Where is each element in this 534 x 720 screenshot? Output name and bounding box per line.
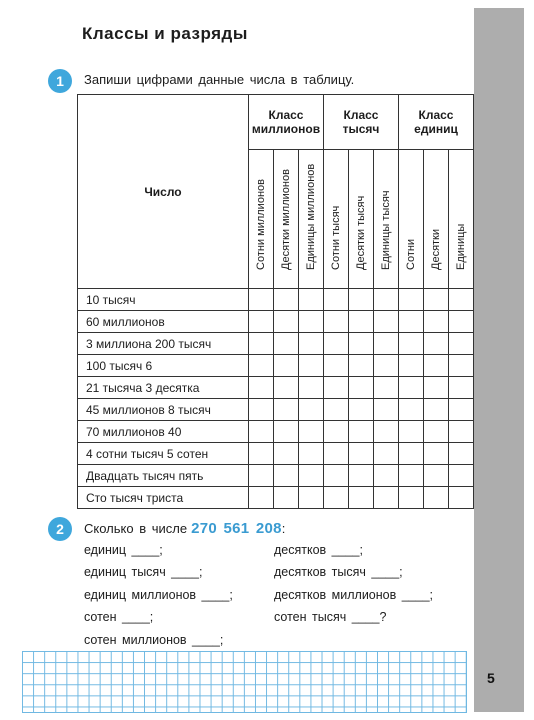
task-2-question-text: Сколько в числе — [84, 521, 188, 536]
task-1-badge: 1 — [48, 69, 72, 93]
answer-cell[interactable] — [299, 421, 324, 443]
answer-cell[interactable] — [249, 465, 274, 487]
answer-cell[interactable] — [249, 443, 274, 465]
answer-cell[interactable] — [349, 311, 374, 333]
answer-cell[interactable] — [374, 443, 399, 465]
place-value-table — [77, 94, 474, 509]
row-number-label: 60 миллионов — [78, 311, 249, 333]
answer-cell[interactable] — [274, 443, 299, 465]
answer-cell[interactable] — [424, 355, 449, 377]
answer-cell[interactable] — [349, 355, 374, 377]
answer-cell[interactable] — [274, 399, 299, 421]
answer-cell[interactable] — [449, 421, 474, 443]
answer-cell[interactable] — [349, 289, 374, 311]
answer-cell[interactable] — [324, 465, 349, 487]
task-2-question — [84, 520, 285, 537]
row-number-label: Двадцать тысяч пять — [78, 465, 249, 487]
answer-cell[interactable] — [374, 487, 399, 509]
table-row — [78, 443, 474, 465]
rank-header: Сотни миллионов — [249, 150, 274, 289]
answer-cell[interactable] — [274, 289, 299, 311]
answer-cell[interactable] — [324, 443, 349, 465]
answer-cell[interactable] — [249, 311, 274, 333]
answer-cell[interactable] — [399, 487, 424, 509]
answer-cell[interactable] — [249, 355, 274, 377]
row-number-label: 4 сотни тысяч 5 сотен — [78, 443, 249, 465]
question-item[interactable]: сотен миллионов ____; — [84, 633, 224, 647]
answer-cell[interactable] — [274, 465, 299, 487]
answer-cell[interactable] — [324, 377, 349, 399]
table-row — [78, 311, 474, 333]
rank-header: Единицы — [449, 150, 474, 289]
table-row — [78, 421, 474, 443]
answer-cell[interactable] — [249, 487, 274, 509]
answer-cell[interactable] — [299, 443, 324, 465]
answer-cell[interactable] — [349, 465, 374, 487]
answer-cell[interactable] — [374, 465, 399, 487]
answer-cell[interactable] — [249, 289, 274, 311]
answer-cell[interactable] — [324, 333, 349, 355]
task-2-badge: 2 — [48, 517, 72, 541]
table-row — [78, 399, 474, 421]
question-item[interactable]: единиц тысяч ____; — [84, 565, 203, 579]
rank-header: Десятки — [424, 150, 449, 289]
answer-cell[interactable] — [249, 399, 274, 421]
answer-cell[interactable] — [424, 465, 449, 487]
answer-cell[interactable] — [274, 355, 299, 377]
answer-cell[interactable] — [399, 311, 424, 333]
row-number-label: 100 тысяч 6 — [78, 355, 249, 377]
table-row — [78, 333, 474, 355]
answer-cell[interactable] — [449, 399, 474, 421]
answer-cell[interactable] — [424, 399, 449, 421]
answer-cell[interactable] — [349, 377, 374, 399]
answer-cell[interactable] — [399, 333, 424, 355]
answer-cell[interactable] — [449, 355, 474, 377]
graph-paper-area[interactable] — [22, 651, 467, 713]
question-item[interactable]: сотен тысяч ____? — [274, 610, 387, 624]
answer-cell[interactable] — [449, 487, 474, 509]
answer-cell[interactable] — [299, 333, 324, 355]
answer-cell[interactable] — [374, 289, 399, 311]
task-2-colon: : — [281, 521, 286, 536]
answer-cell[interactable] — [424, 443, 449, 465]
answer-cell[interactable] — [399, 443, 424, 465]
task-2-number: 270 561 208 — [191, 520, 282, 537]
number-column-header: Число — [78, 95, 249, 289]
answer-cell[interactable] — [399, 355, 424, 377]
answer-cell[interactable] — [399, 289, 424, 311]
answer-cell[interactable] — [324, 311, 349, 333]
answer-cell[interactable] — [449, 465, 474, 487]
answer-cell[interactable] — [349, 333, 374, 355]
workbook-page — [8, 8, 524, 712]
answer-cell[interactable] — [424, 377, 449, 399]
answer-cell[interactable] — [324, 355, 349, 377]
answer-cell[interactable] — [374, 311, 399, 333]
answer-cell[interactable] — [249, 333, 274, 355]
task-1-instruction: Запиши цифрами данные числа в таблицу. — [84, 72, 355, 87]
answer-cell[interactable] — [424, 487, 449, 509]
table-row — [78, 487, 474, 509]
answer-cell[interactable] — [324, 487, 349, 509]
answer-cell[interactable] — [374, 421, 399, 443]
question-item[interactable]: десятков миллионов ____; — [274, 588, 434, 602]
question-item[interactable]: единиц миллионов ____; — [84, 588, 233, 602]
answer-cell[interactable] — [349, 487, 374, 509]
answer-cell[interactable] — [249, 377, 274, 399]
answer-cell[interactable] — [324, 399, 349, 421]
answer-cell[interactable] — [274, 421, 299, 443]
answer-cell[interactable] — [424, 333, 449, 355]
row-number-label: 3 миллиона 200 тысяч — [78, 333, 249, 355]
answer-cell[interactable] — [449, 311, 474, 333]
page-number: 5 — [487, 670, 495, 686]
answer-cell[interactable] — [274, 333, 299, 355]
rank-header: Единицы тысяч — [374, 150, 399, 289]
answer-cell[interactable] — [299, 355, 324, 377]
row-number-label: Сто тысяч триста — [78, 487, 249, 509]
answer-cell[interactable] — [299, 487, 324, 509]
question-item[interactable]: десятков тысяч ____; — [274, 565, 403, 579]
answer-cell[interactable] — [249, 421, 274, 443]
answer-cell[interactable] — [449, 289, 474, 311]
answer-cell[interactable] — [324, 421, 349, 443]
answer-cell[interactable] — [374, 377, 399, 399]
answer-cell[interactable] — [374, 355, 399, 377]
answer-cell[interactable] — [399, 399, 424, 421]
question-item[interactable]: единиц ____; — [84, 543, 163, 557]
answer-cell[interactable] — [449, 443, 474, 465]
answer-cell[interactable] — [399, 421, 424, 443]
answer-cell[interactable] — [424, 289, 449, 311]
answer-cell[interactable] — [299, 377, 324, 399]
rank-header: Сотни — [399, 150, 424, 289]
class-thousands-header: Класс тысяч — [324, 95, 399, 150]
answer-cell[interactable] — [449, 377, 474, 399]
table-row — [78, 289, 474, 311]
rank-header: Сотни тысяч — [324, 150, 349, 289]
answer-cell[interactable] — [274, 377, 299, 399]
rank-header: Десятки миллионов — [274, 150, 299, 289]
answer-cell[interactable] — [349, 443, 374, 465]
answer-cell[interactable] — [299, 465, 324, 487]
page-title: Классы и разряды — [82, 24, 248, 43]
row-number-label: 21 тысяча 3 десятка — [78, 377, 249, 399]
answer-cell[interactable] — [399, 465, 424, 487]
answer-cell[interactable] — [399, 377, 424, 399]
question-item[interactable]: десятков ____; — [274, 543, 363, 557]
answer-cell[interactable] — [299, 399, 324, 421]
answer-cell[interactable] — [274, 311, 299, 333]
page-edge-strip — [474, 8, 524, 712]
answer-cell[interactable] — [299, 311, 324, 333]
answer-cell[interactable] — [424, 421, 449, 443]
table-row — [78, 355, 474, 377]
answer-cell[interactable] — [349, 399, 374, 421]
answer-cell[interactable] — [299, 289, 324, 311]
row-number-label: 45 миллионов 8 тысяч — [78, 399, 249, 421]
answer-cell[interactable] — [374, 333, 399, 355]
answer-cell[interactable] — [449, 333, 474, 355]
answer-cell[interactable] — [374, 399, 399, 421]
answer-cell[interactable] — [274, 487, 299, 509]
class-millions-header: Класс миллионов — [249, 95, 324, 150]
rank-header: Десятки тысяч — [349, 150, 374, 289]
answer-cell[interactable] — [324, 289, 349, 311]
answer-cell[interactable] — [349, 421, 374, 443]
rank-header: Единицы миллионов — [299, 150, 324, 289]
table-row — [78, 377, 474, 399]
class-units-header: Класс единиц — [399, 95, 474, 150]
question-item[interactable]: сотен ____; — [84, 610, 154, 624]
table-row — [78, 465, 474, 487]
row-number-label: 10 тысяч — [78, 289, 249, 311]
answer-cell[interactable] — [424, 311, 449, 333]
row-number-label: 70 миллионов 40 — [78, 421, 249, 443]
